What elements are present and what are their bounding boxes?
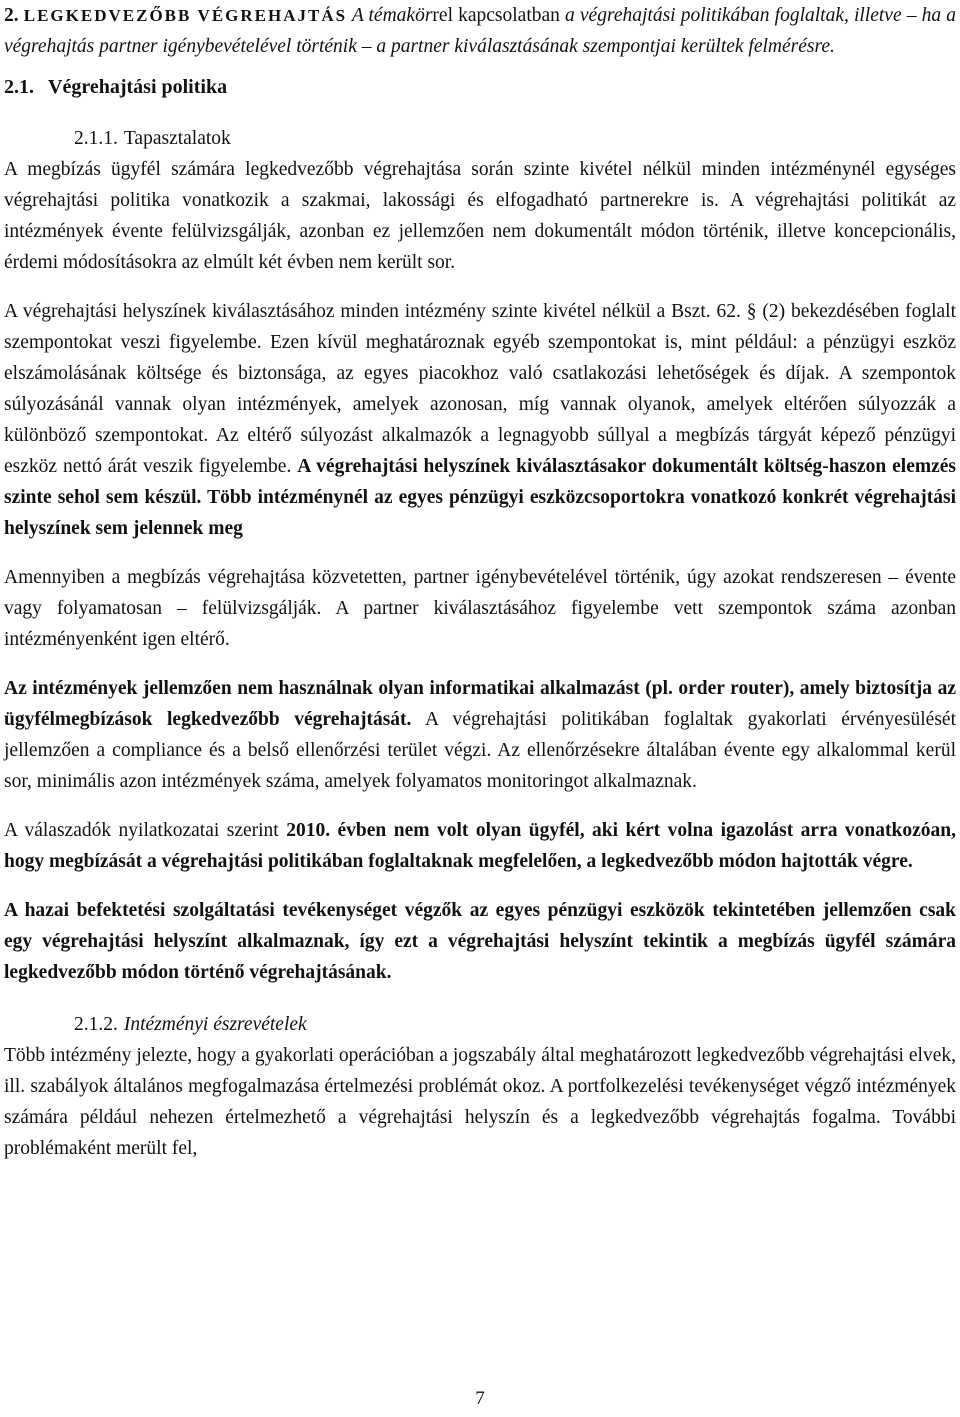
intro-paragraph bbox=[4, 0, 956, 62]
subsection-number: 2.1.2. bbox=[74, 1014, 118, 1035]
paragraph-domestic bbox=[4, 895, 956, 988]
intro-text-2: rel kapcsolatban bbox=[432, 5, 566, 26]
subsection-heading-2-1-2 bbox=[4, 1010, 956, 1040]
paragraph-it-tools-text: A végrehajtási politikában foglaltak gyakorlati érvényesülését jellemzően a compliance és a belső ellenőrzési terület végzi. Az ellenőrzésekre általában évente egy alkalommal kerül sor, minimális azon intézmények száma, amelyek folyamatos monitoringot alkalmaznak. bbox=[4, 709, 956, 792]
paragraph-domestic-bold: A hazai befektetési szolgáltatási tevékenységet végzők az egyes pénzügyi eszközök tekintetében jellemzően csak egy végrehajtási helyszínt alkalmaznak, így ezt a végrehajtási helyszínt tekintik a megbízás ügyfél számára legkedvezőbb módon történő végrehajtásának. bbox=[4, 900, 956, 983]
section-number: 2.1. bbox=[4, 76, 34, 98]
subsection-title: Tapasztalatok bbox=[123, 128, 231, 149]
intro-text-1: A témakör bbox=[347, 5, 433, 26]
page-number: 7 bbox=[475, 1388, 485, 1409]
paragraph-it-tools bbox=[4, 673, 956, 797]
paragraph-declarations bbox=[4, 815, 956, 877]
paragraph-observations: Több intézmény jelezte, hogy a gyakorlati operációban a jogszabály által meghatározott legkedvezőbb végrehajtási elvek, ill. szabályok általános megfogalmazása értelmezési problémát okoz. A portfolkezelési tevékenységet végző intézmények számára például nehezen értelmezhető a végrehajtási helyszín és a legkedvezőbb végrehajtás fogalma. További problémaként merült fel, bbox=[4, 1045, 956, 1159]
chapter-number: 2. bbox=[4, 5, 19, 26]
subsection-heading-2-1-1 bbox=[4, 124, 956, 154]
paragraph-it-tools-bold: Az intézmények jellemzően nem használnak olyan informatikai alkalmazást (pl. order router), amely biztosítja az ügyfélmegbízások legkedvezőbb végrehajtását. bbox=[4, 678, 956, 730]
paragraph-venues bbox=[4, 296, 956, 544]
paragraph-declarations-bold: 2010. évben nem volt olyan ügyfél, aki kért volna igazolást arra vonatkozóan, hogy megbízását a végrehajtási politikában foglaltaknak megfelelően, a legkedvezőbb módon hajtották végre. bbox=[4, 820, 956, 872]
section-heading-2-1 bbox=[4, 72, 956, 102]
subsection-title: Intézményi észrevételek bbox=[123, 1014, 307, 1035]
paragraph-policy: A megbízás ügyfél számára legkedvezőbb végrehajtása során szinte kivétel nélkül minden intézménynél egységes végrehajtási politika vonatkozik a szakmai, lakossági és elfogadható partnerekre is. A végrehajtási politikát az intézmények évente felülvizsgálják, azonban ez jellemzően nem dokumentált módon történik, illetve koncepcionális, érdemi módosításokra az elmúlt két évben nem került sor. bbox=[4, 159, 956, 273]
paragraph-venues-text: A végrehajtási helyszínek kiválasztásához minden intézmény szinte kivétel nélkül a Bszt. 62. § (2) bekezdésében foglalt szempontokat veszi figyelembe. Ezen kívül meghatároznak egyéb szempontokat is, mint például: a pénzügyi eszköz elszámolásának költsége és biztonsága, az egyes piacokhoz való csatlakozási lehetőségek és díjak. A szempontok súlyozásánál vannak olyan intézmények, amelyek azonosan, míg vannak olyanok, amelyek eltérően súlyozzák a különböző szempontokat. Az eltérő súlyozást alkalmazók a legnagyobb súllyal a megbízás tárgyát képező pénzügyi eszköz nettó árát veszik figyelembe. bbox=[4, 301, 956, 477]
intro-text-3: a végrehajtási politikában foglaltak, illetve – ha a végrehajtás partner igénybevételével történik – a partner kiválasztásának szempontjai kerültek felmérésre. bbox=[4, 5, 956, 57]
paragraph-venues-bold: A végrehajtási helyszínek kiválasztásakor dokumentált költség-haszon elemzés szinte sehol sem készül. Több intézménynél az egyes pénzügyi eszközcsoportokra vonatkozó konkrét végrehajtási helyszínek sem jelennek meg bbox=[4, 456, 956, 539]
paragraph-declarations-text: A válaszadók nyilatkozatai szerint bbox=[4, 820, 287, 841]
paragraph-partner: Amennyiben a megbízás végrehajtása közvetetten, partner igénybevételével történik, úgy azokat rendszeresen – évente vagy folyamatosan – felülvizsgálják. A partner kiválasztásához figyelembe vett szempontok száma azonban intézményenként igen eltérő. bbox=[4, 567, 956, 650]
subsection-number: 2.1.1. bbox=[74, 128, 118, 149]
section-title: Végrehajtási politika bbox=[48, 76, 228, 98]
chapter-title: LEGKEDVEZŐBB VÉGREHAJTÁS bbox=[23, 6, 348, 25]
